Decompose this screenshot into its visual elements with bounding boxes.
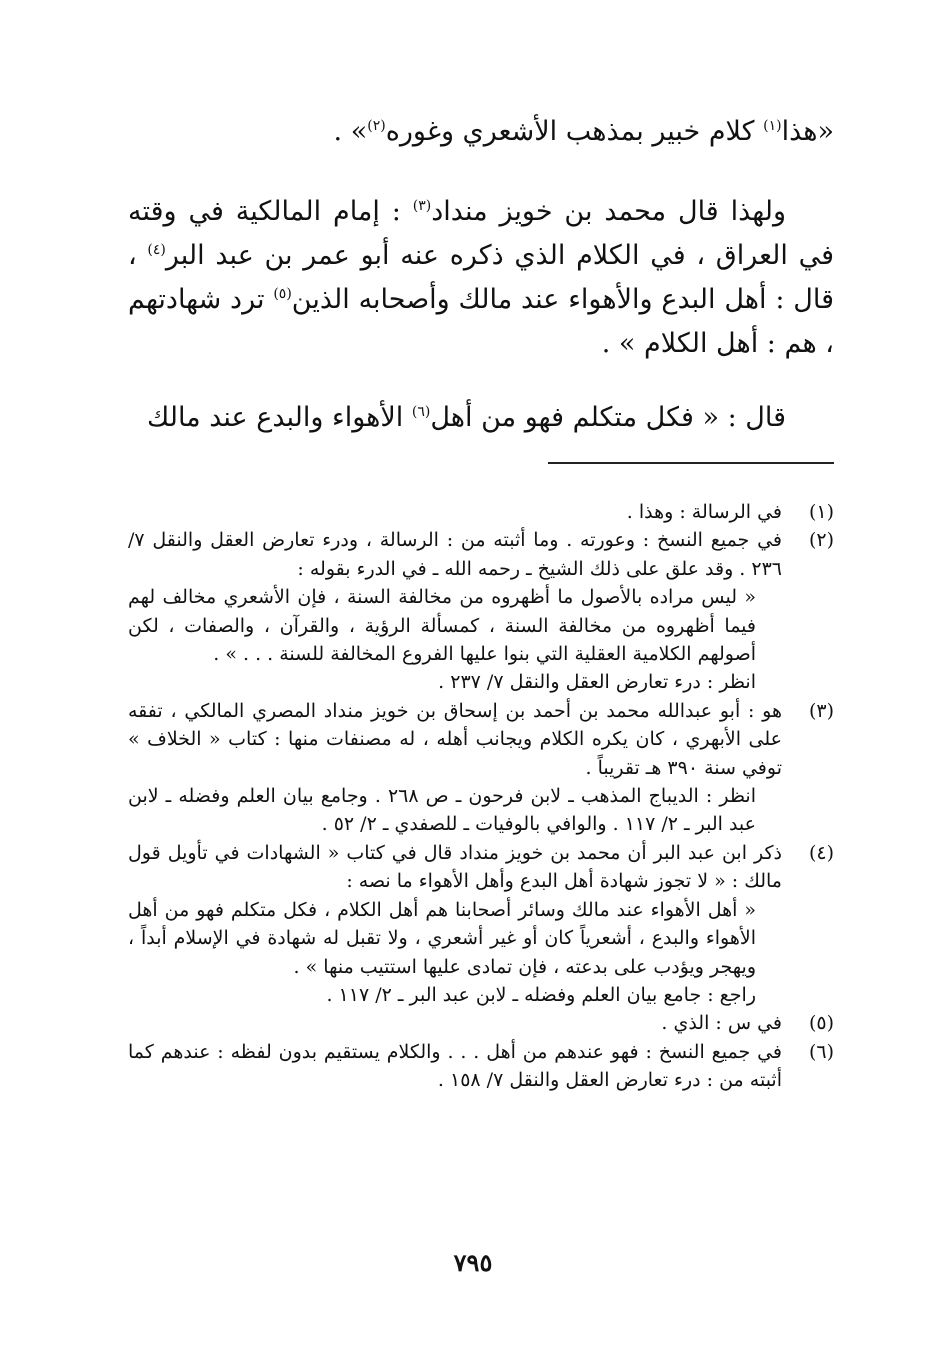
footnote-text: هو : أبو عبدالله محمد بن أحمد بن إسحاق بن خويز منداد المصري المالكي ، تفقه على الأبهري ، كان يكره الكلام ويجانب أهله ، له مصنفات منها : كتاب « الخلاف » توفي سنة ٣٩٠ هـ تقريباً . <box>128 699 782 779</box>
footnote-1 <box>128 498 834 526</box>
footnote-5 <box>128 1009 834 1037</box>
footnote-text: في جميع النسخ : فهو عندهم من أهل . . . والكلام يستقيم بدون لفظه : عندهم كما أثبته من : درء تعارض العقل والنقل ٧/ ١٥٨ . <box>128 1040 782 1092</box>
text: الأهواء والبدع عند مالك <box>146 402 412 433</box>
footnote-quote: « ليس مراده بالأصول ما أظهروه من مخالفة السنة ، فإن الأشعري مخالف لهم فيما أظهروه من مخالفة السنة ، كمسألة الرؤية ، والقرآن ، والصفات ، لكن أصولهم الكلامية العقلية التي بنوا عليها الفروع المخالفة للسنة . . . » . <box>128 586 756 666</box>
footnote-text: في س : الذي . <box>661 1012 782 1035</box>
footnote-number: (٦) <box>808 1040 834 1063</box>
footnotes <box>128 498 834 1095</box>
footnote-3 <box>128 697 834 839</box>
footnote-ref-5[interactable]: (٥) <box>273 286 292 302</box>
paragraph-2 <box>128 396 834 440</box>
text: ولهذا قال محمد بن خويز منداد <box>431 196 786 227</box>
footnote-ref-6[interactable]: (٦) <box>411 404 431 420</box>
footnote-quote: « أهل الأهواء عند مالك وسائر أصحابنا هم أهل الكلام ، فكل متكلم فهو من أهل الأهواء والبدع ، أشعرياً كان أو غير أشعري ، ولا تقبل له شهادة في الإسلام أبداً ، ويهجر ويؤدب على بدعته ، فإن تمادى عليها استتيب منها » . <box>128 898 756 978</box>
opening-line <box>128 110 834 154</box>
text: «هذا <box>781 116 834 147</box>
footnote-number: (٢) <box>808 529 834 552</box>
footnote-number: (٥) <box>808 1012 834 1035</box>
text: : إمام المالكية في وقته في العراق ، في الكلام الذي ذكره عنه أبو عمر بن عبد البر <box>128 196 834 271</box>
footnote-4 <box>128 839 834 1009</box>
paragraph-1 <box>128 190 834 366</box>
text: » . <box>333 116 368 147</box>
footnote-ref-2[interactable]: (٢) <box>367 118 386 134</box>
footnote-ref-1[interactable]: (١) <box>763 118 782 134</box>
text: كلام خبير بمذهب الأشعري وغوره <box>385 116 764 147</box>
footnote-reference: انظر : درء تعارض العقل والنقل ٧/ ٢٣٧ . <box>438 671 756 694</box>
footnote-ref-3[interactable]: (٣) <box>412 198 432 214</box>
footnote-ref-4[interactable]: (٤) <box>147 242 166 258</box>
footnote-reference: راجع : جامع بيان العلم وفضله ـ لابن عبد البر ـ ٢/ ١١٧ . <box>326 983 756 1006</box>
footnote-text: في الرسالة : وهذا . <box>626 501 782 523</box>
footnote-text: في جميع النسخ : وعورته . وما أثبته من : الرسالة ، ودرء تعارض العقل والنقل ٧/ ٢٣٦ . وقد علق على ذلك الشيخ ـ رحمه الله ـ في الدرء بقوله : <box>128 529 782 580</box>
text: ، قال : أهل البدع والأهواء عند مالك وأصحابه الذين <box>128 240 834 315</box>
footnote-2 <box>128 526 834 696</box>
footnote-text: ذكر ابن عبد البر أن محمد بن خويز منداد قال في كتاب « الشهادات في تأويل قول مالك : « لا تجوز شهادة أهل البدع وأهل الأهواء ما نصه : <box>128 841 782 893</box>
footnote-6 <box>128 1038 834 1095</box>
footnote-number: (١) <box>808 501 834 523</box>
footnote-number: (٣) <box>808 699 834 722</box>
page-number: ٧٩٥ <box>453 1248 493 1277</box>
footnote-separator <box>548 462 834 464</box>
text: ترد شهادتهم ، هم : أهل الكلام » . <box>128 284 834 359</box>
footnote-reference: انظر : الديباج المذهب ـ لابن فرحون ـ ص ٢٦٨ . وجامع بيان العلم وفضله ـ لابن عبد البر ـ ٢/ ١١٧ . والوافي بالوفيات ـ للصفدي ـ ٢/ ٥٢ . <box>128 785 756 836</box>
text: قال : « فكل متكلم فهو من أهل <box>430 402 786 433</box>
footnote-number: (٤) <box>808 841 834 864</box>
